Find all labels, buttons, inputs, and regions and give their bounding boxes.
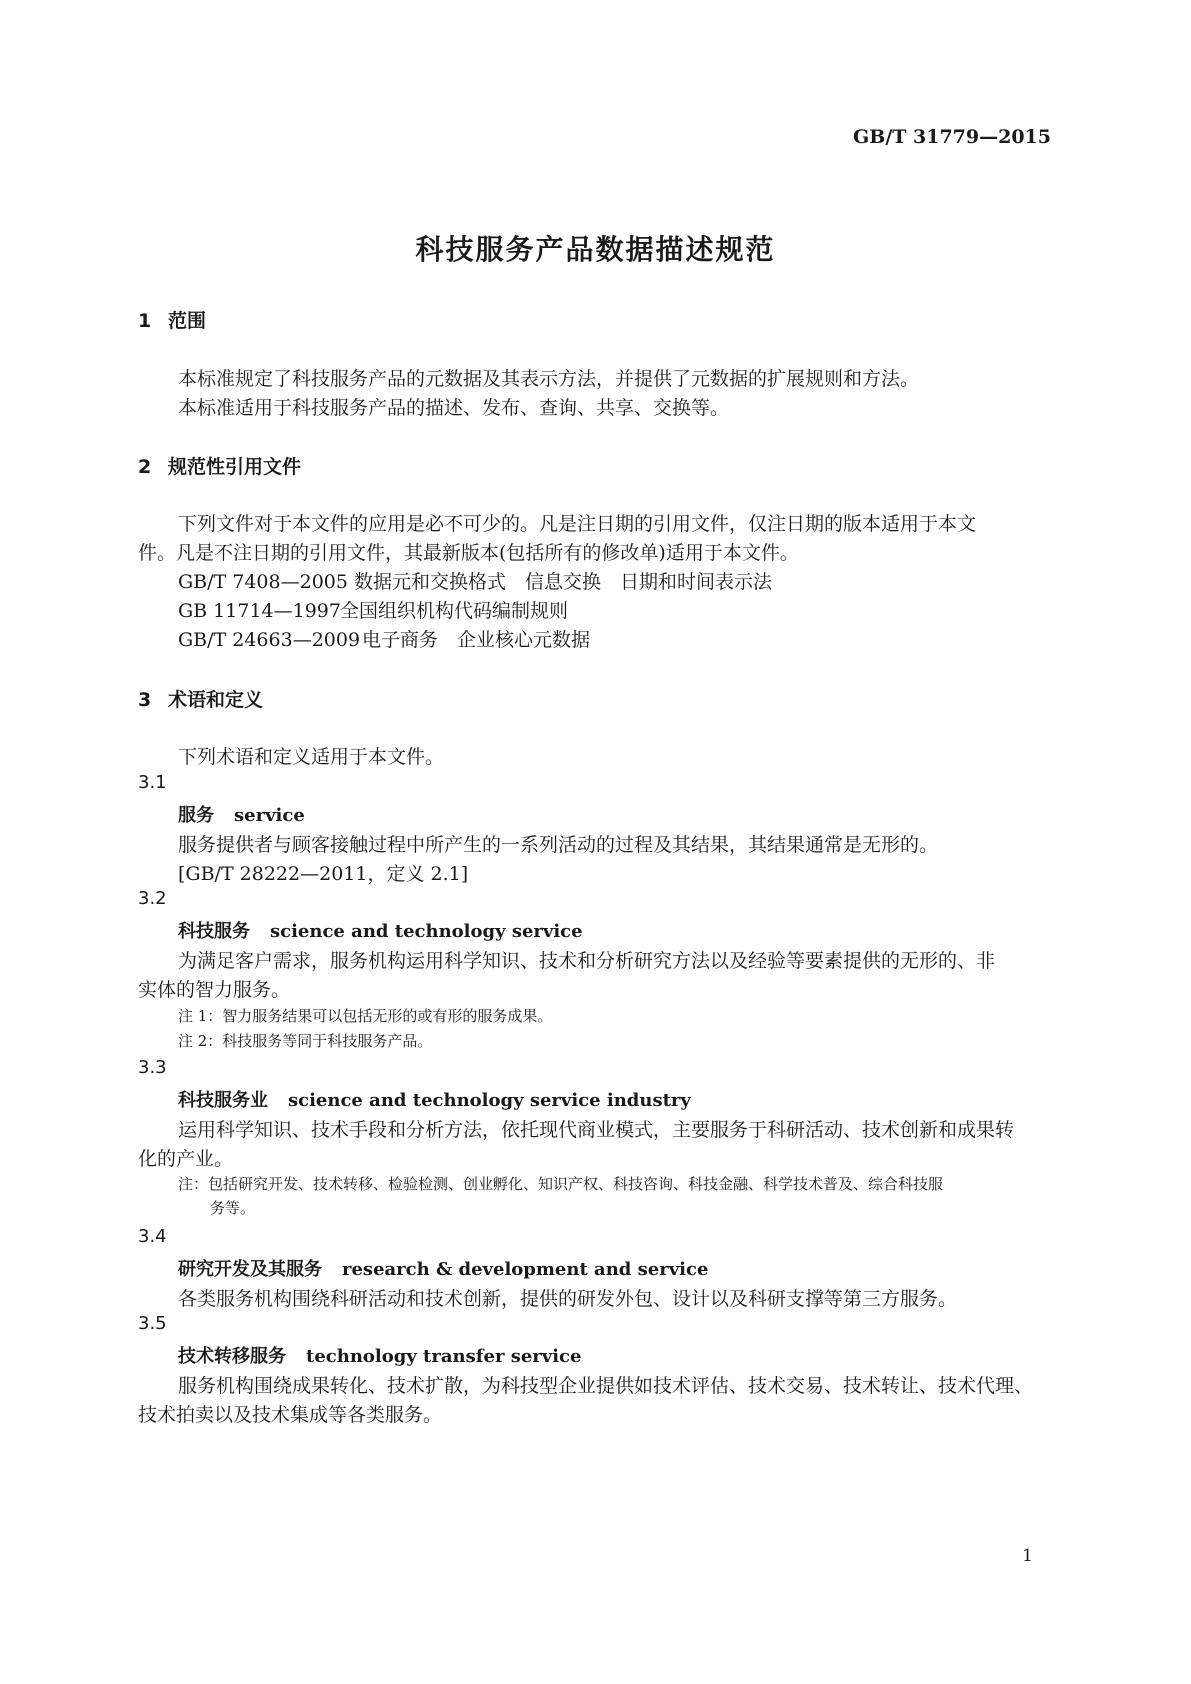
term-definition-line-2: 化的产业。 — [138, 1148, 234, 1170]
term-source: [GB/T 28222—2011，定义 2.1] — [178, 863, 469, 885]
terms-intro: 下列术语和定义适用于本文件。 — [178, 746, 445, 768]
normative-paragraph-line-1: 下列文件对于本文件的应用是必不可少的。凡是注日期的引用文件，仅注日期的版本适用于本文 — [178, 513, 977, 535]
term-heading — [178, 917, 583, 943]
term-note: 注 1：智力服务结果可以包括无形的或有形的服务成果。 — [178, 1007, 553, 1025]
term-note-line-2: 务等。 — [210, 1199, 256, 1217]
term-definition-line-1: 运用科学知识、技术手段和分析方法，依托现代商业模式，主要服务于科研活动、技术创新和成果转 — [178, 1119, 1015, 1141]
term-heading — [178, 1342, 581, 1368]
reference-item — [178, 567, 772, 594]
section-title: 术语和定义 — [168, 689, 264, 711]
document-title: 科技服务产品数据描述规范 — [415, 233, 776, 266]
reference-code: GB 11714—1997 — [178, 600, 341, 622]
term-definition-line-1: 服务机构围绕成果转化、技术扩散，为科技型企业提供如技术评估、技术交易、技术转让、技术代理、 — [178, 1375, 1034, 1397]
reference-item — [178, 596, 568, 623]
term-definition-line-1: 为满足客户需求，服务机构运用科学知识、技术和分析研究方法以及经验等要素提供的无形的、非 — [178, 950, 996, 972]
term-en: technology transfer service — [306, 1346, 582, 1367]
section-heading-normative — [138, 452, 301, 479]
term-definition-line-2: 技术拍卖以及技术集成等各类服务。 — [138, 1404, 443, 1426]
term-note-line-1: 注：包括研究开发、技术转移、检验检测、创业孵化、知识产权、科技咨询、科技金融、科学技术普及、综合科技服 — [178, 1175, 944, 1193]
term-number: 3.5 — [138, 1313, 167, 1334]
reference-title: 数据元和交换格式 信息交换 日期和时间表示法 — [354, 571, 773, 593]
term-heading — [178, 801, 305, 827]
term-zh: 科技服务业 — [178, 1090, 268, 1111]
term-note: 注 2：科技服务等同于科技服务产品。 — [178, 1032, 433, 1050]
normative-paragraph-line-2: 件。凡是不注日期的引用文件，其最新版本(包括所有的修改单)适用于本文件。 — [138, 542, 799, 564]
scope-paragraph-2: 本标准适用于科技服务产品的描述、发布、查询、共享、交换等。 — [178, 397, 730, 419]
term-en: service — [234, 805, 305, 826]
term-number: 3.2 — [138, 888, 167, 909]
term-number: 3.1 — [138, 772, 167, 793]
term-en: research & development and service — [342, 1259, 709, 1280]
term-definition: 各类服务机构围绕科研活动和技术创新，提供的研发外包、设计以及科研支撑等第三方服务。 — [178, 1288, 958, 1310]
term-zh: 研究开发及其服务 — [178, 1259, 322, 1280]
reference-code: GB/T 7408—2005 — [178, 571, 348, 593]
section-title: 范围 — [168, 310, 207, 332]
term-definition-line-2: 实体的智力服务。 — [138, 979, 291, 1001]
section-title: 规范性引用文件 — [168, 456, 302, 478]
section-number: 1 — [138, 310, 152, 332]
section-number: 2 — [138, 456, 152, 478]
term-zh: 科技服务 — [178, 921, 250, 942]
reference-title: 电子商务 企业核心元数据 — [362, 629, 591, 651]
term-en: science and technology service — [270, 921, 583, 942]
standard-code: GB/T 31779—2015 — [853, 126, 1051, 148]
term-number: 3.3 — [138, 1057, 167, 1078]
term-zh: 服务 — [178, 805, 214, 826]
term-definition: 服务提供者与顾客接触过程中所产生的一系列活动的过程及其结果，其结果通常是无形的。 — [178, 834, 939, 856]
term-heading — [178, 1255, 708, 1281]
reference-item — [178, 625, 590, 652]
term-heading — [178, 1086, 691, 1112]
term-zh: 技术转移服务 — [178, 1346, 286, 1367]
section-number: 3 — [138, 689, 152, 711]
reference-title: 全国组织机构代码编制规则 — [340, 600, 569, 622]
scope-paragraph-1: 本标准规定了科技服务产品的元数据及其表示方法，并提供了元数据的扩展规则和方法。 — [178, 368, 920, 390]
section-heading-scope — [138, 306, 206, 333]
reference-code: GB/T 24663—2009 — [178, 629, 361, 651]
section-heading-terms — [138, 685, 263, 712]
term-en: science and technology service industry — [288, 1090, 691, 1111]
page-number: 1 — [1022, 1546, 1033, 1566]
term-number: 3.4 — [138, 1226, 167, 1247]
